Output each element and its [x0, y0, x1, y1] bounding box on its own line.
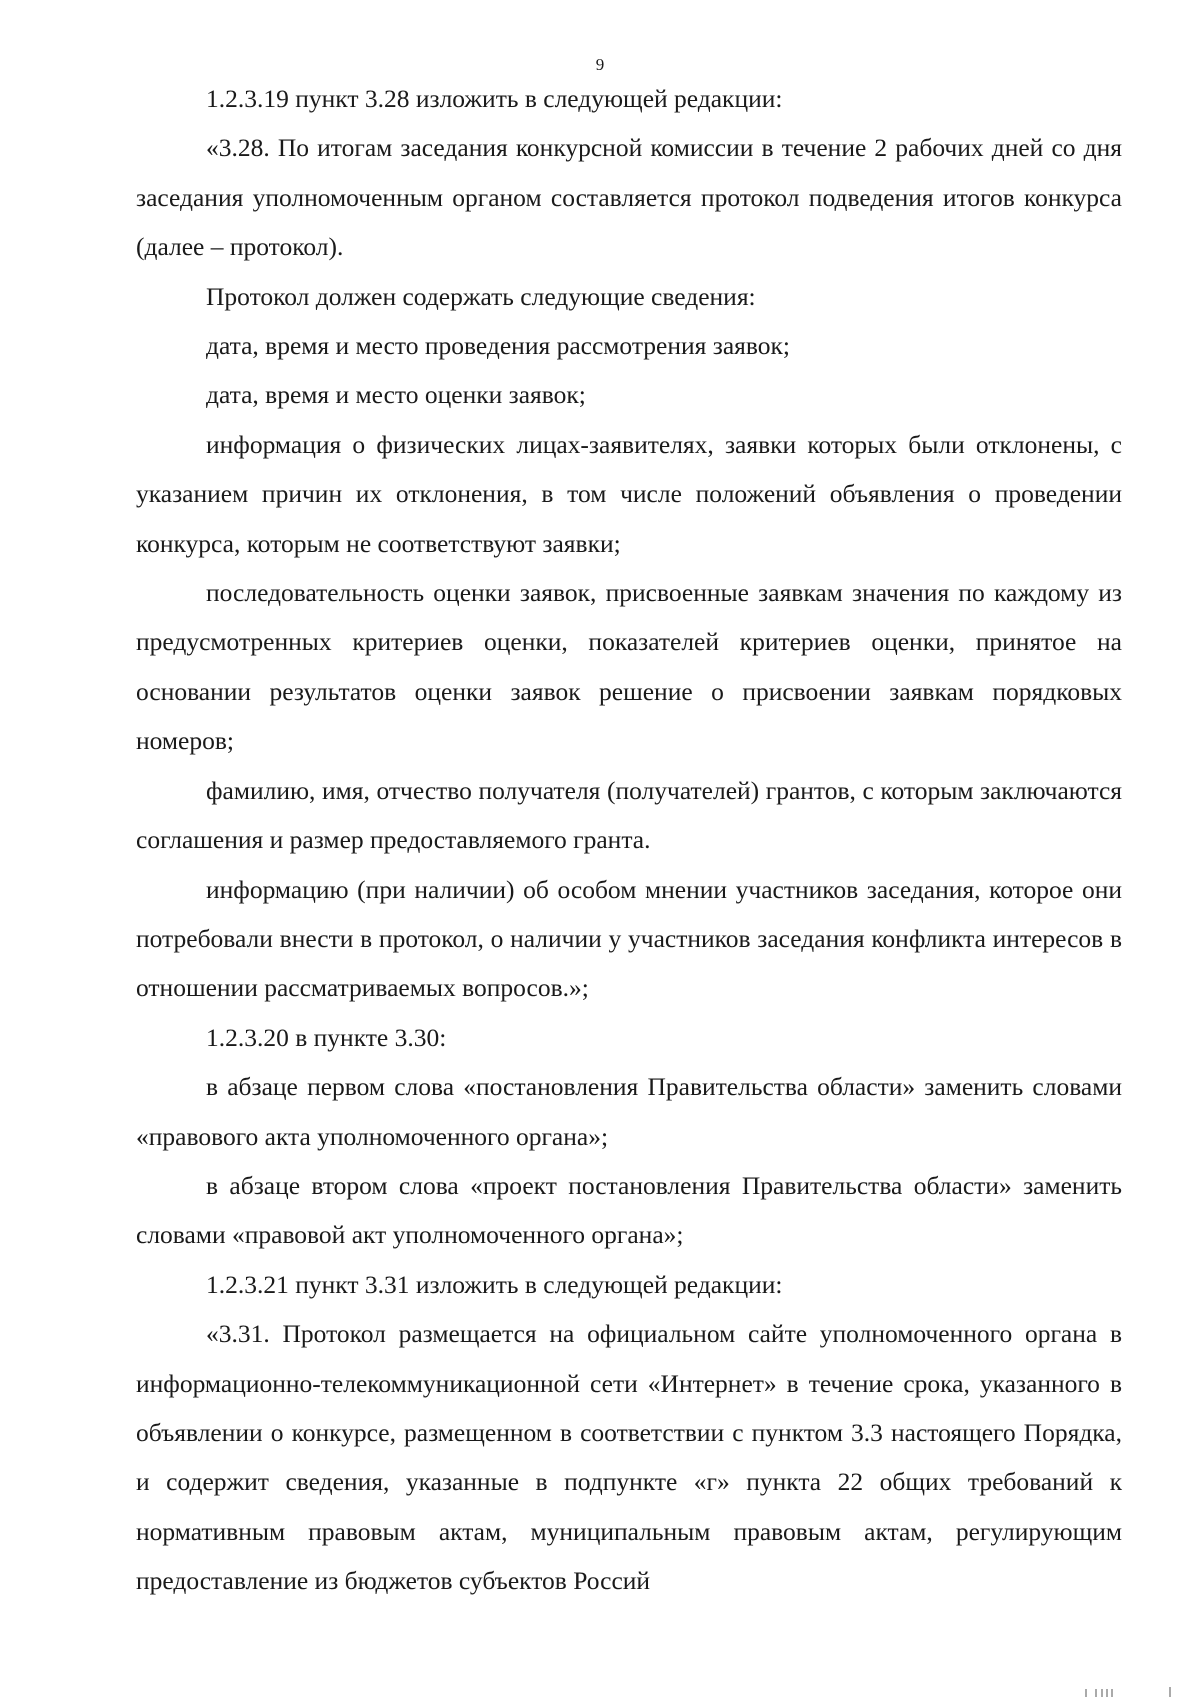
paragraph: 1.2.3.20 в пункте 3.30: [206, 1022, 447, 1052]
document-body [136, 74, 1122, 1606]
paragraph: информация о физических лицах-заявителях, заявки которых были отклонены, с указанием причин их отклонения, в том числе положений объявления о проведении конкурса, которым не соответствуют заявки; [136, 429, 1122, 558]
page-number: 9 [595, 55, 605, 74]
paragraph: 1.2.3.19 пункт 3.28 изложить в следующей редакции: [206, 84, 783, 113]
paragraph: информацию (при наличии) об особом мнении участников заседания, которое они потребовали внести в протокол, о наличии у участников заседания конфликта интересов в отношении рассматриваемых вопросов.»; [136, 874, 1122, 1003]
paragraph: Протокол должен содержать следующие сведения: [206, 281, 756, 311]
paragraph: фамилию, имя, отчество получателя (получателей) грантов, с которым заключаются соглашения и размер предоставляемого гранта. [136, 775, 1122, 855]
paragraph: последовательность оценки заявок, присвоенные заявкам значения по каждому из предусмотренных критериев оценки, показателей критериев оценки, принятое на основании результатов оценки заявок решение о присвоении заявкам порядковых номеров; [136, 578, 1122, 756]
paragraph: дата, время и место оценки заявок; [206, 380, 586, 410]
paragraph: «3.31. Протокол размещается на официальном сайте уполномоченного органа в информационно-телекоммуникационной сети «Интернет» в течение срока, указанного в объявлении о конкурсе, размещенном в соответствии с пунктом 3.3 настоящего Порядка, и содержит сведения, указанные в подпункте «г» пункта 22 общих требований к нормативным правовым актам, муниципальным правовым актам, регулирующим предоставление из бюджетов субъектов Россий [136, 1319, 1122, 1596]
paragraph: «3.28. По итогам заседания конкурсной комиссии в течение 2 рабочих дней со дня заседания уполномоченным органом составляется протокол подведения итогов конкурса (далее – протокол). [136, 133, 1122, 262]
paragraph: в абзаце первом слова «постановления Правительства области» заменить словами «правового акта уполномоченного органа»; [136, 1072, 1122, 1151]
scan-marks-decoration [1080, 1677, 1200, 1697]
paragraph: 1.2.3.21 пункт 3.31 изложить в следующей редакции: [206, 1269, 783, 1299]
paragraph: в абзаце втором слова «проект постановления Правительства области» заменить словами «правовой акт уполномоченного органа»; [136, 1170, 1122, 1250]
paragraph: дата, время и место проведения рассмотрения заявок; [206, 331, 790, 361]
